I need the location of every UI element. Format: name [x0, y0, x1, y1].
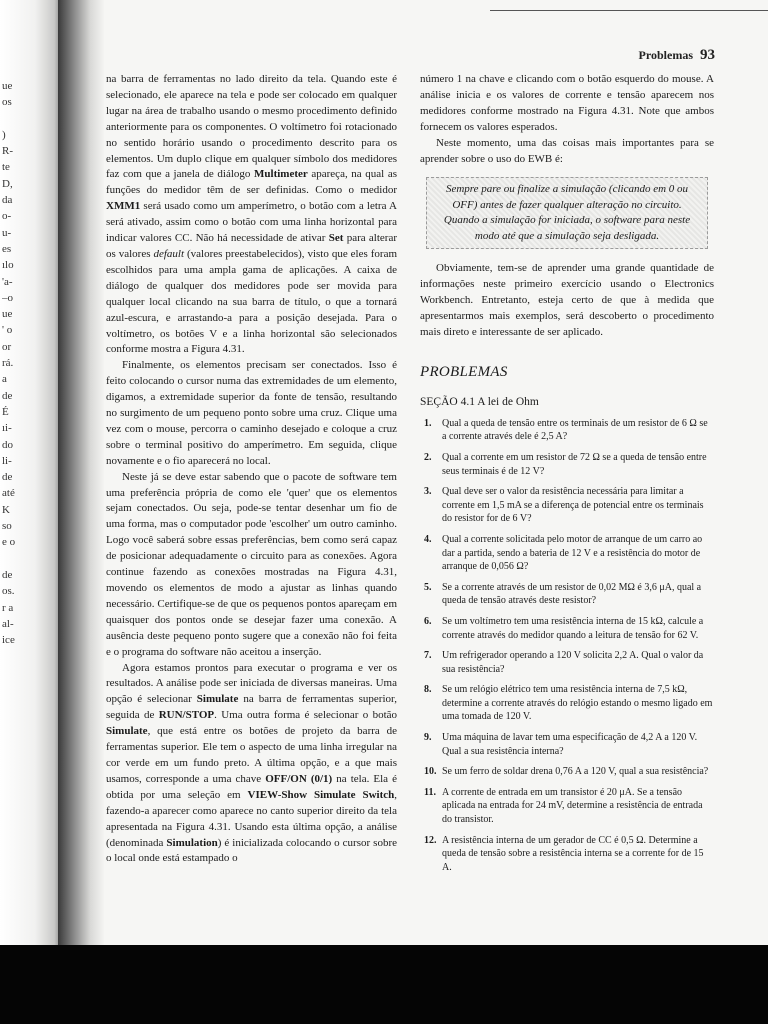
- margin-fragment: ıi-: [2, 422, 12, 435]
- margin-fragment: li-: [2, 454, 12, 467]
- margin-fragment: a: [2, 373, 7, 386]
- right-column: [420, 72, 714, 881]
- problem-item: [420, 581, 714, 608]
- text-run: Neste já se deve estar sabendo que o pacote de software tem uma preferência própria de como ele 'quer' que os elementos sejam conectados. Ou seja, pode-se tentar desenhar um fio de uma forma, mas o computador pode 'escolher' um outro caminho. Logo você saberá sobre essas preferências, bem como será capaz de posicionar adequadamente o circuito para as conexões. Agora continue fazendo as conexões mostradas na Figura 4.31, movendo os elementos de modo a ajustar as linhas quando necessário. Certifique-se de que os pequenos pontos apareçam em quaisquer dos pontos onde se desejar fazer uma conexão. A ausência deste pequeno ponto sugere que a conexão não foi feita e o programa do software não aceitou a inserção.: [106, 470, 397, 658]
- problem-text: Um refrigerador operando a 120 V solicita 2,2 A. Qual o valor da sua resistência?: [442, 650, 704, 675]
- margin-fragment: os.: [2, 585, 15, 598]
- text-run: Neste momento, uma das coisas mais importantes para se aprender sobre o uso do EWB é:: [420, 136, 714, 165]
- problem-text: Se a corrente através de um resistor de 0,02 MΩ é 3,6 μA, qual a queda de tensão através deste resistor?: [442, 581, 702, 607]
- problem-item: [420, 533, 714, 574]
- problem-number: 7.: [424, 650, 432, 662]
- italic-term: default: [153, 247, 185, 260]
- margin-fragment: do: [2, 438, 13, 451]
- problem-item: [420, 786, 714, 827]
- margin-fragment: 'a-: [2, 275, 13, 288]
- text-run: na barra de ferramentas no lado direito da tela. Quando este é selecionado, ele aparece na tela e pode ser colocado em qualquer lugar na área de trabalho usando o mesmo procedimento definido anteriormente para os componentes. O voltímetro foi rotacionado no sentido horário usando o procedimento descrito para os elementos. Um duplo clique em qualquer símbolo dos medidores faz com que a janela de diálogo: [106, 73, 397, 181]
- book-gutter-shadow: [58, 0, 104, 945]
- problem-list: [420, 417, 714, 875]
- margin-fragment: o-: [2, 210, 12, 223]
- paragraph: [106, 661, 397, 868]
- text-run: apareça, na qual as funções do medidor têm de ser definidas. Como o medidor: [106, 168, 397, 197]
- running-head-title: Problemas: [638, 48, 693, 62]
- problem-number: 9.: [424, 732, 432, 744]
- bold-term: Multimeter: [254, 168, 308, 181]
- page-number: 93: [700, 47, 715, 63]
- margin-fragment: rá.: [2, 357, 14, 370]
- problem-text: Qual a corrente solicitada pelo motor de arranque de um carro ao dar a partida, sendo a bateria de 12 V e a resistência do motor de arranque de 0,056 Ω?: [442, 533, 703, 573]
- problem-text: A resistência interna de um gerador de CC é 0,5 Ω. Determine a queda de tensão sobre a resistência interna se a corrente for de 15 A.: [442, 834, 704, 873]
- right-column-after-callout: [420, 261, 714, 341]
- margin-fragment: R-: [2, 145, 13, 158]
- margin-fragment: de: [2, 471, 13, 484]
- section-heading: SEÇÃO 4.1 A lei de Ohm: [420, 395, 539, 408]
- margin-fragment: ' o: [2, 324, 13, 337]
- left-column: [106, 72, 397, 867]
- bold-term: Set: [328, 232, 344, 245]
- problem-text: Se um ferro de soldar drena 0,76 A a 120 V, qual a sua resistência?: [442, 766, 709, 778]
- paragraph: [420, 261, 714, 341]
- margin-fragment: É: [2, 405, 9, 418]
- text-run: Agora estamos prontos para executar o programa e ver os resultados. A análise pode ser iniciada de diversas maneiras. Uma opção é selecionar: [106, 661, 397, 706]
- paragraph: [420, 72, 714, 136]
- margin-fragment: [2, 551, 42, 567]
- problem-text: Se um voltímetro tem uma resistência interna de 15 kΩ, calcule a corrente através do medidor quando a leitura de tensão for 62 V.: [442, 615, 704, 641]
- margin-fragment: até: [2, 487, 15, 500]
- margin-fragment: ue: [2, 80, 13, 92]
- margin-fragment: ): [2, 128, 6, 141]
- bold-term: VIEW-Show Simulate Switch: [247, 788, 395, 801]
- previous-page-edge: [0, 0, 64, 945]
- margin-fragment: ice: [2, 634, 15, 647]
- paragraph: [106, 72, 397, 358]
- margin-fragment: ılo: [2, 259, 14, 272]
- problem-item: [420, 683, 714, 724]
- problem-item: [420, 451, 714, 478]
- text-run: , fazendo-a aparecer como aparece no canto superior direito da tela apresentada na Figura 4.31. Usando esta última opção, a análise (denominada: [106, 788, 397, 849]
- problem-number: 10.: [424, 766, 437, 778]
- text-run: , que está entre os botões de projeto da barra de ferramentas superior. Ele tem o aspecto de uma linha irregular na cor verde em um fundo preto. A última opção, e a que mais usamos, corresponde a uma chave: [106, 725, 397, 785]
- margin-fragment: e o: [2, 536, 16, 549]
- running-head: [600, 47, 715, 64]
- problem-item: [420, 765, 714, 779]
- bold-term: OFF/ON (0/1): [265, 772, 333, 785]
- margin-fragment: es: [2, 242, 12, 255]
- problem-number: 4.: [424, 533, 432, 545]
- problem-item: [420, 731, 714, 758]
- problem-number: 8.: [424, 684, 432, 696]
- bold-term: RUN/STOP: [158, 709, 215, 722]
- bold-term: Simulation: [166, 836, 218, 849]
- margin-fragment: te: [2, 161, 10, 174]
- problem-item: [420, 649, 714, 676]
- margin-fragment: de: [2, 568, 13, 581]
- margin-fragment: r a: [2, 601, 14, 614]
- right-column-intro: [420, 72, 714, 167]
- margin-fragment: or: [2, 340, 12, 353]
- scanner-bottom-edge: [0, 945, 768, 1024]
- paragraph: [106, 470, 397, 661]
- text-run: número 1 na chave e clicando com o botão esquerdo do mouse. A análise inicia e os valores de corrente e tensão aparecem nos medidores conforme mostrado na Figura 4.31. Note que ambos fornecem os valores esperados.: [420, 73, 714, 133]
- problem-number: 1.: [424, 417, 432, 429]
- text-run: para alterar os valores: [106, 232, 398, 260]
- text-run: Finalmente, os elementos precisam ser conectados. Isso é feito colocando o cursor numa das extremidades de um elemento, digamos, a extremidade superior da fonte de tensão, resultando no surgimento de um pequeno ponto sobre uma cruz. Clique uma vez com o mouse, percorra o caminho desejado e coloque a cruz sobre o terminal positivo do amperímetro. Em seguida, clique novamente e o fio aparecerá no local.: [106, 359, 397, 467]
- problem-text: A corrente de entrada em um transistor é 20 μA. Se a tensão aplicada na entrada for 24 mV, determine a resistência de entrada do transistor.: [442, 786, 703, 826]
- problem-text: Qual deve ser o valor da resistência necessária para limitar a corrente em 1,5 mA se a diferença de potencial entre os terminais do resistor for de 6 V?: [442, 486, 704, 525]
- margin-fragment: [2, 111, 42, 127]
- text-run: Obviamente, tem-se de aprender uma grande quantidade de informações neste primeiro exercício usando o Electronics Workbench. Entretanto, esteja certo de que à medida que apresentarmos mais exemplos, será descoberto o procedimento mais direto e interessante de ser aplicado.: [420, 262, 714, 339]
- text-run: na tela. Ela é obtida por uma seleção em: [106, 772, 397, 801]
- problem-number: 6.: [424, 615, 432, 627]
- paragraph: [106, 358, 397, 469]
- margin-fragment: ue: [2, 308, 13, 321]
- problem-text: Qual a queda de tensão entre os terminais de um resistor de 6 Ω se a corrente através dele é 2,5 A?: [442, 417, 708, 443]
- problem-number: 11.: [424, 786, 436, 798]
- problem-item: [420, 834, 714, 875]
- problem-item: [420, 485, 714, 526]
- problem-number: 5.: [424, 581, 432, 593]
- text-run: ) é inicializada colocando o cursor sobre o local onde está estampado o: [106, 836, 397, 865]
- margin-fragment: os: [2, 96, 12, 109]
- margin-fragment: da: [2, 194, 13, 207]
- paragraph: [420, 136, 714, 168]
- margin-fragment: de: [2, 389, 13, 402]
- callout-box: Sempre pare ou finalize a simulação (clicando em 0 ou OFF) antes de fazer qualquer alteração no circuito. Quando a simulação for iniciada, o software para neste modo até que a simulação seja desligada.: [426, 177, 708, 249]
- text-run: na barra de ferramentas superior, seguida de: [106, 693, 397, 722]
- problem-text: Se um relógio elétrico tem uma resistência interna de 7,5 kΩ, determine a corrente através do relógio estando o mesmo ligado em uma tomada de 120 V.: [442, 684, 713, 723]
- text-run: (valores preestabelecidos), visto que eles foram escolhidos para uma ampla gama de aplicações. A caixa de diálogo de qualquer dos medidores pode ser movida para qualquer local clicando na sua barra de título, o que a tornará azul-escura, e arrastando-a para a posição desejada. Para o voltímetro, os botões V e a linha horizontal são selecionados conforme mostra a Figura 4.31.: [106, 247, 398, 356]
- problem-number: 12.: [424, 834, 437, 846]
- margin-fragment: so: [2, 520, 12, 533]
- previous-page-fragments: [2, 78, 42, 648]
- problem-number: 2.: [424, 451, 432, 463]
- text-run: será usado como um amperímetro, o botão com a letra A será ativado, assim como o botão com uma linha horizontal para indicar valores CC. Não há necessidade de ativar: [106, 200, 397, 245]
- margin-fragment: u-: [2, 226, 12, 239]
- margin-fragment: –o: [2, 291, 13, 304]
- margin-fragment: al-: [2, 617, 14, 630]
- bold-term: Simulate: [196, 693, 239, 706]
- problem-number: 3.: [424, 486, 432, 498]
- problem-item: [420, 417, 714, 444]
- problem-text: Qual a corrente em um resistor de 72 Ω se a queda de tensão entre seus terminais é de 12 V?: [442, 451, 707, 477]
- problem-item: [420, 615, 714, 642]
- header-rule: [490, 10, 768, 11]
- text-run: . Uma outra forma é selecionar o botão: [214, 709, 398, 722]
- margin-fragment: K: [2, 503, 10, 516]
- margin-fragment: D,: [2, 177, 13, 190]
- problems-heading: PROBLEMAS: [420, 363, 508, 380]
- bold-term: XMM1: [106, 200, 141, 213]
- problem-text: Uma máquina de lavar tem uma especificação de 4,2 A a 120 V. Qual a sua resistência interna?: [442, 732, 698, 757]
- bold-term: Simulate: [106, 725, 148, 738]
